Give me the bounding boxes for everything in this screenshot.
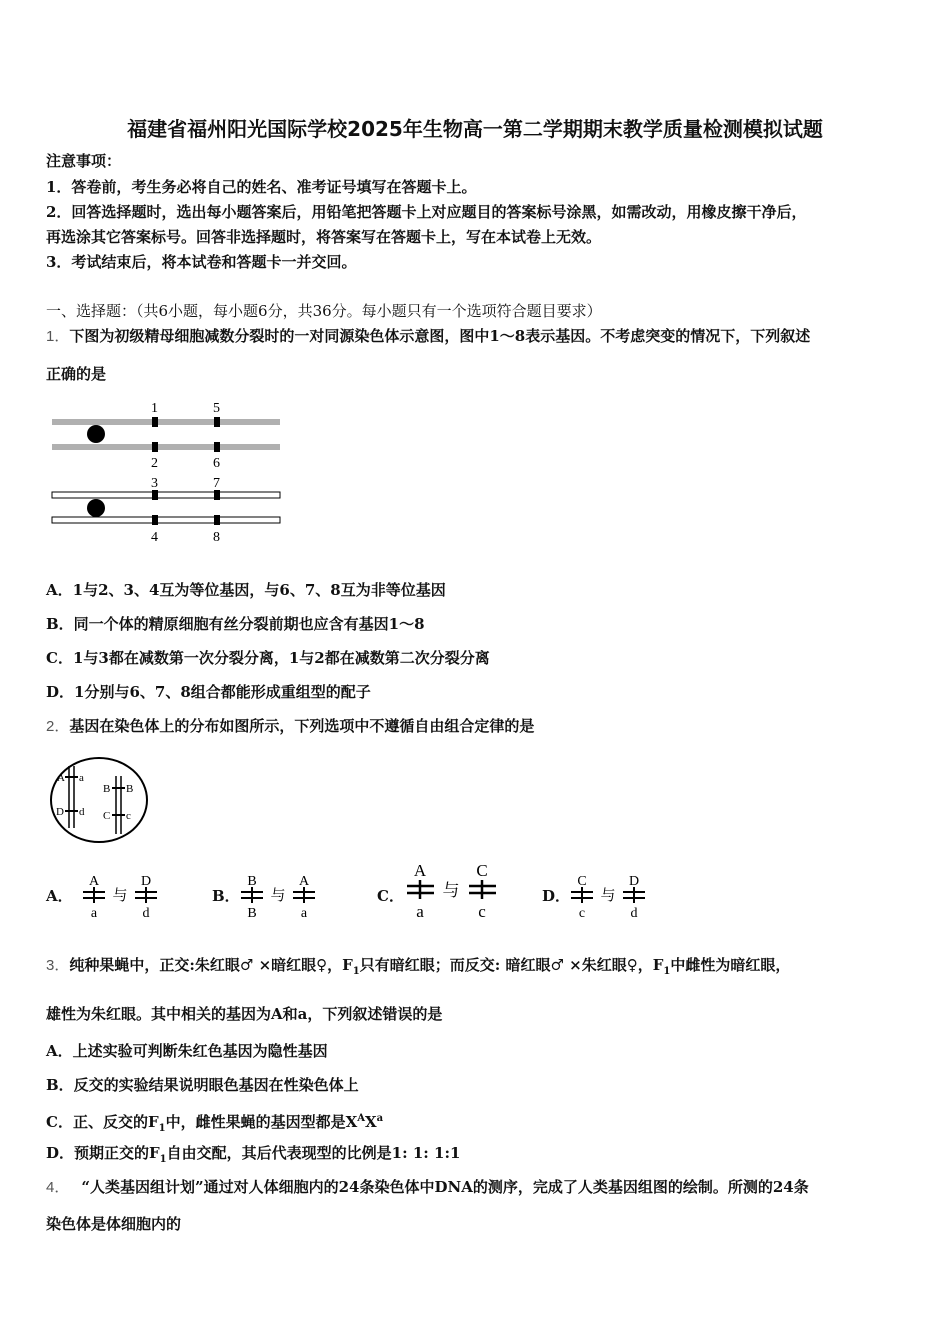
q3-option-d bbox=[46, 1143, 460, 1170]
q4-line2: 染色体是体细胞内的 bbox=[46, 1215, 182, 1233]
gene-label: 4 bbox=[151, 530, 158, 545]
allele: B bbox=[247, 874, 257, 889]
gene-label: 6 bbox=[213, 456, 220, 471]
allele-label: d bbox=[79, 806, 85, 818]
allele: c bbox=[478, 902, 486, 921]
chromatid-3 bbox=[52, 492, 280, 498]
q1-text: 下图为初级精母细胞减数分裂时的一对同源染色体示意图，图中1～8表示基因。不考虑突变的情况下，下列叙述 bbox=[69, 327, 811, 345]
gene-label: 2 bbox=[151, 456, 158, 471]
allele-label: C bbox=[103, 810, 111, 822]
allele: c bbox=[578, 906, 586, 921]
q4-line1 bbox=[46, 1177, 809, 1198]
connector: 与 bbox=[600, 888, 616, 904]
gene-mark bbox=[152, 490, 158, 500]
q2-option-c-label: C． bbox=[377, 887, 404, 905]
allele: A bbox=[298, 874, 310, 889]
allele: a bbox=[416, 902, 424, 921]
allele: D bbox=[140, 874, 152, 889]
q3-text: 纯种果蝇中，正交:朱红眼 bbox=[69, 956, 240, 974]
connector: 与 bbox=[270, 888, 286, 904]
allele-label: a bbox=[79, 772, 84, 784]
q1-option-c: C．1与3都在减数第一次分裂分离，1与2都在减数第二次分裂分离 bbox=[46, 649, 490, 667]
allele: A bbox=[413, 861, 427, 880]
q2-option-b-label: B． bbox=[212, 887, 240, 905]
subscript: 1 bbox=[158, 1123, 166, 1134]
q3-text: 只有暗红眼；而反交: 暗红眼 bbox=[359, 956, 551, 974]
q2-option-b-figure bbox=[236, 868, 322, 924]
subscript: 1 bbox=[352, 966, 360, 977]
q3-option-c-text: X bbox=[364, 1113, 377, 1131]
allele-label: D bbox=[56, 806, 64, 818]
q1-number: 1． bbox=[46, 328, 70, 345]
gene-mark bbox=[152, 515, 158, 525]
allele: d bbox=[630, 906, 638, 921]
gene-mark bbox=[214, 442, 220, 452]
gene-mark bbox=[152, 417, 158, 427]
q3-option-d-text: 自由交配，其后代表现型的比例是1: 1: 1:1 bbox=[166, 1144, 461, 1162]
notice-item: 1．答卷前，考生务必将自己的姓名、准考证号填写在答题卡上。 bbox=[46, 178, 477, 196]
chromosome-diagram bbox=[48, 396, 288, 546]
allele: B bbox=[247, 906, 257, 921]
allele-label: A bbox=[57, 772, 65, 784]
q2-number: 2． bbox=[46, 718, 70, 735]
gene-mark bbox=[214, 515, 220, 525]
allele-label: B bbox=[103, 783, 111, 795]
q3-text: ，F bbox=[327, 956, 353, 974]
superscript: A bbox=[357, 1113, 365, 1124]
allele: C bbox=[476, 861, 488, 880]
allele: C bbox=[577, 874, 587, 889]
gene-mark bbox=[214, 417, 220, 427]
q1-option-b: B．同一个体的精原细胞有丝分裂前期也应含有基因1～8 bbox=[46, 615, 425, 633]
centromere bbox=[87, 425, 105, 443]
subscript: 1 bbox=[159, 1154, 167, 1165]
q1-line2: 正确的是 bbox=[46, 365, 107, 383]
allele: a bbox=[90, 906, 98, 921]
allele-label: B bbox=[126, 783, 134, 795]
notice-heading: 注意事项： bbox=[46, 152, 122, 170]
male-symbol-icon: ♂ bbox=[239, 956, 254, 974]
q3-text: ，F bbox=[637, 956, 664, 974]
chromatid-2 bbox=[52, 444, 280, 450]
gene-mark bbox=[214, 490, 220, 500]
q3-text: 中雌性为暗红眼， bbox=[670, 956, 791, 974]
q2-option-a-label: A． bbox=[46, 887, 73, 905]
notice-item: 再选涂其它答案标号。回答非选择题时，将答案写在答题卡上，写在本试卷上无效。 bbox=[46, 228, 602, 246]
connector: 与 bbox=[112, 888, 128, 904]
gene-label: 5 bbox=[213, 401, 220, 416]
q2-text: 基因在染色体上的分布如图所示，下列选项中不遵循自由组合定律的是 bbox=[69, 717, 535, 735]
cell-diagram bbox=[48, 754, 152, 846]
gene-label: 7 bbox=[213, 476, 220, 491]
chromatid-1 bbox=[52, 419, 280, 425]
allele-label: c bbox=[126, 810, 131, 822]
q1-option-a: A．1与2、3、4互为等位基因，与6、7、8互为非等位基因 bbox=[46, 581, 446, 599]
q1-line1 bbox=[46, 326, 810, 347]
female-symbol-icon: ♀ bbox=[626, 956, 638, 974]
q3-option-c-text: C．正、反交的F bbox=[46, 1113, 159, 1131]
q3-option-b: B．反交的实验结果说明眼色基因在性染色体上 bbox=[46, 1076, 359, 1094]
superscript: a bbox=[376, 1113, 384, 1124]
q4-text: “人类基因组计划”通过对人体细胞内的24条染色体中DNA的测序，完成了人类基因组图的绘制。所测的24条 bbox=[81, 1178, 809, 1196]
connector: 与 bbox=[442, 881, 460, 900]
q3-option-a: A．上述实验可判断朱红色基因为隐性基因 bbox=[46, 1042, 328, 1060]
q2-option-a-figure bbox=[78, 868, 164, 924]
gene-label: 8 bbox=[213, 530, 220, 545]
gene-mark bbox=[152, 442, 158, 452]
q2-line bbox=[46, 716, 534, 737]
q1-option-d: D．1分别与6、7、8组合都能形成重组型的配子 bbox=[46, 683, 371, 701]
cell-outline bbox=[51, 758, 147, 842]
allele: a bbox=[300, 906, 308, 921]
q2-option-c-figure bbox=[402, 858, 502, 924]
subscript: 1 bbox=[663, 966, 671, 977]
allele: A bbox=[88, 874, 100, 889]
male-symbol-icon: ♂ bbox=[550, 956, 564, 974]
page-title: 福建省福州阳光国际学校2025年生物高一第二学期期末教学质量检测模拟试题 bbox=[127, 117, 823, 141]
q2-option-d-figure bbox=[566, 868, 652, 924]
q3-text: ×朱红眼 bbox=[563, 956, 627, 974]
allele: D bbox=[628, 874, 640, 889]
notice-item: 2．回答选择题时，选出每小题答案后，用铅笔把答题卡上对应题目的答案标号涂黑，如需改动，用橡皮擦干净后， bbox=[46, 203, 807, 221]
section-heading: 一、选择题：（共6小题，每小题6分，共36分。每小题只有一个选项符合题目要求） bbox=[46, 302, 602, 320]
notice-item: 3．考试结束后，将本试卷和答题卡一并交回。 bbox=[46, 253, 357, 271]
q2-option-d-label: D． bbox=[542, 887, 571, 905]
q3-option-c-text: 中，雌性果蝇的基因型都是X bbox=[165, 1113, 358, 1131]
centromere bbox=[87, 499, 105, 517]
gene-label: 1 bbox=[151, 401, 158, 416]
chromatid-4 bbox=[52, 517, 280, 523]
q3-line1 bbox=[46, 955, 790, 982]
q3-option-c bbox=[46, 1109, 383, 1139]
q4-number: 4． bbox=[46, 1179, 70, 1196]
q3-option-d-text: D．预期正交的F bbox=[46, 1144, 160, 1162]
q3-text: ×暗红眼 bbox=[253, 956, 317, 974]
gene-label: 3 bbox=[151, 476, 158, 491]
allele: d bbox=[142, 906, 150, 921]
female-symbol-icon: ♀ bbox=[316, 956, 328, 974]
q3-line2: 雄性为朱红眼。其中相关的基因为A和a，下列叙述错误的是 bbox=[46, 1005, 443, 1023]
q3-number: 3． bbox=[46, 957, 70, 974]
